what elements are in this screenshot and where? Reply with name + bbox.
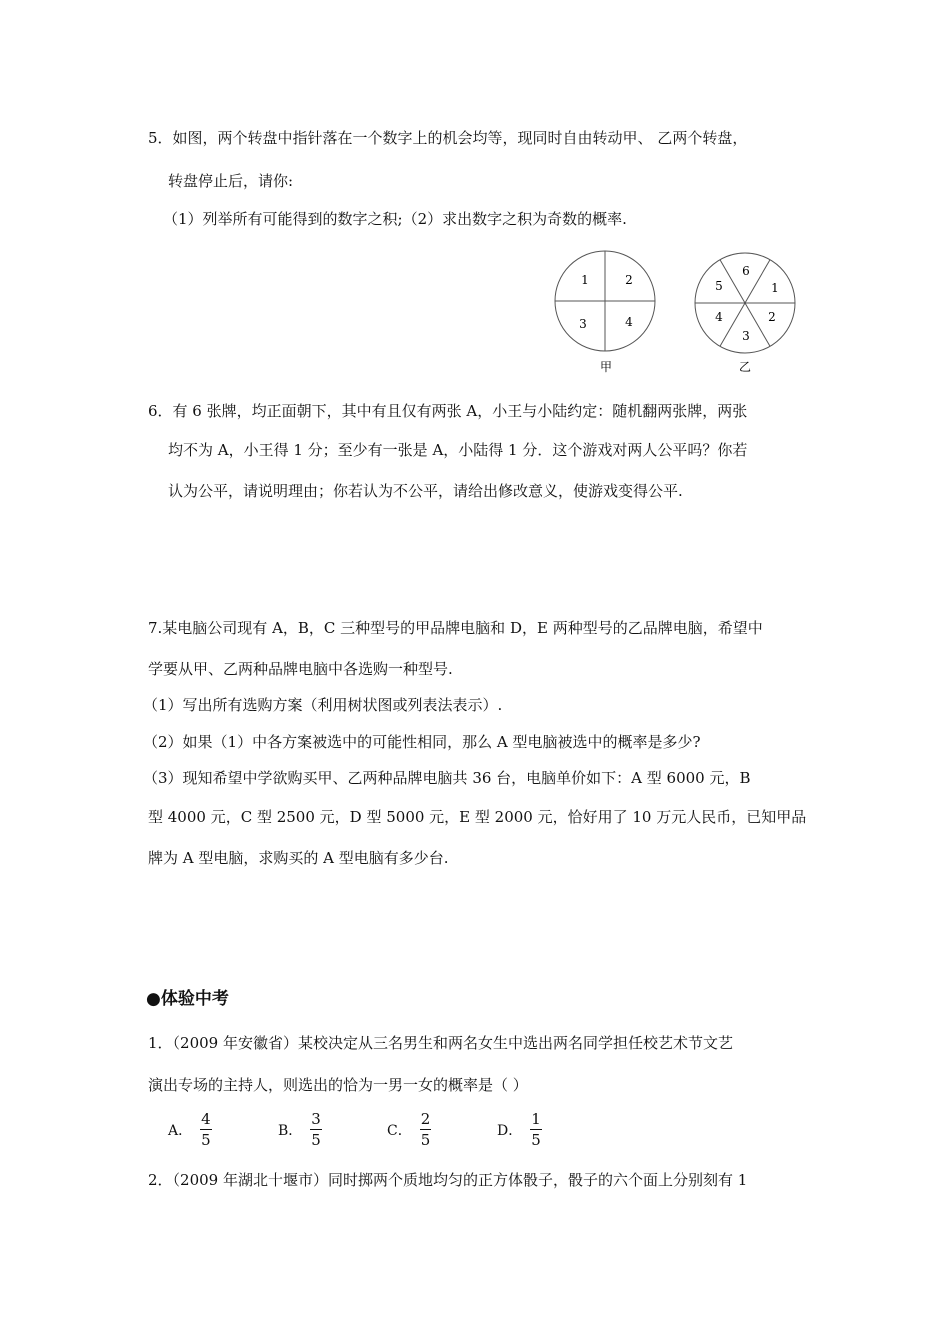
- exam2-line1: 2．（2009 年湖北十堰市）同时掷两个质地均匀的正方体骰子，骰子的六个面上分别刻有 1: [148, 1171, 748, 1189]
- choice-fraction: [420, 1110, 432, 1149]
- choice-b[interactable]: [278, 1110, 322, 1149]
- spinner-yi-number: 3: [742, 329, 750, 343]
- q6-line3: 认为公平，请说明理由；你若认为不公平，请给出修改意义，使游戏变得公平.: [168, 482, 683, 500]
- q7-line4: （2）如果（1）中各方案被选中的可能性相同，那么 A 型电脑被选中的概率是多少?: [143, 733, 701, 751]
- spinner-jia-number: 4: [625, 315, 633, 329]
- choice-fraction: [200, 1110, 212, 1149]
- spinner-yi-number: 4: [715, 310, 723, 324]
- q5-line2: 转盘停止后，请你:: [168, 172, 294, 190]
- fraction-denominator: 5: [311, 1131, 321, 1149]
- q6-line2: 均不为 A，小王得 1 分；至少有一张是 A，小陆得 1 分．这个游戏对两人公平吗？你若: [168, 441, 748, 459]
- spinner-jia-label: 甲: [599, 360, 613, 374]
- q6-line1: 6．有 6 张牌，均正面朝下，其中有且仅有两张 A，小王与小陆约定：随机翻两张牌，两张: [148, 402, 748, 420]
- fraction-denominator: 5: [531, 1131, 541, 1149]
- q5-line1: 5．如图，两个转盘中指针落在一个数字上的机会均等，现同时自由转动甲、 乙两个转盘，: [148, 129, 748, 147]
- choice-a[interactable]: [168, 1110, 212, 1149]
- exam1-line1: 1．（2009 年安徽省）某校决定从三名男生和两名女生中选出两名同学担任校艺术节文艺: [148, 1034, 733, 1052]
- spinner-yi-number: 5: [715, 279, 723, 293]
- fraction-numerator: 4: [201, 1110, 211, 1128]
- choice-fraction: [530, 1110, 542, 1149]
- choice-c[interactable]: [387, 1110, 431, 1149]
- choice-letter: D．: [497, 1122, 523, 1139]
- spinner-jia-number: 1: [581, 273, 589, 287]
- spinner-yi-label: 乙: [738, 360, 752, 374]
- spinner-yi: [695, 253, 795, 374]
- spinners-figure: [0, 240, 950, 380]
- exam1-line2: 演出专场的主持人，则选出的恰为一男一女的概率是（ ）: [148, 1076, 528, 1094]
- q7-line1: 7.某电脑公司现有 A，B，C 三种型号的甲品牌电脑和 D，E 两种型号的乙品牌电脑，希望中: [148, 619, 763, 637]
- q7-line3: （1）写出所有选购方案（利用树状图或列表法表示）.: [143, 696, 503, 714]
- choice-letter: C．: [387, 1122, 412, 1139]
- q7-line7: 牌为 A 型电脑，求购买的 A 型电脑有多少台.: [148, 849, 449, 867]
- spinner-jia-number: 2: [625, 273, 633, 287]
- fraction-numerator: 1: [531, 1110, 541, 1128]
- choice-letter: A．: [168, 1122, 193, 1139]
- q7-line5: （3）现知希望中学欲购买甲、乙两种品牌电脑共 36 台，电脑单价如下：A 型 6000 元，B: [143, 769, 751, 787]
- q5-line3: （1）列举所有可能得到的数字之积;（2）求出数字之积为奇数的概率.: [163, 210, 627, 228]
- q7-line2: 学要从甲、乙两种品牌电脑中各选购一种型号.: [148, 660, 453, 678]
- spinner-jia: [555, 251, 655, 374]
- spinner-yi-number: 6: [742, 264, 750, 278]
- fraction-numerator: 3: [311, 1110, 321, 1128]
- section-title: ●体验中考: [146, 989, 229, 1009]
- spinner-yi-number: 2: [768, 310, 776, 324]
- choice-letter: B．: [278, 1122, 303, 1139]
- fraction-denominator: 5: [201, 1131, 211, 1149]
- fraction-numerator: 2: [420, 1110, 431, 1128]
- fraction-denominator: 5: [420, 1131, 431, 1149]
- spinner-jia-number: 3: [579, 317, 587, 331]
- choice-fraction: [310, 1110, 322, 1149]
- choice-d[interactable]: [497, 1110, 542, 1149]
- q7-line6: 型 4000 元，C 型 2500 元，D 型 5000 元，E 型 2000 元，恰好用了 10 万元人民币，已知甲品: [148, 808, 807, 826]
- spinner-yi-number: 1: [771, 281, 779, 295]
